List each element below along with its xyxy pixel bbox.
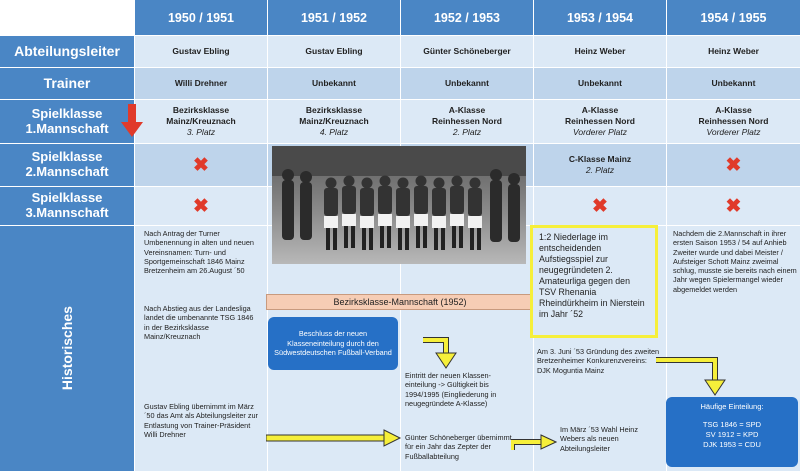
history-1952-schoeneberger: Günter Schöneberger übernimmt für ein Jahr das Zepter der Fußballabteilung [405, 433, 512, 461]
history-1953-weber: Im März ´53 Wahl Heinz Webers als neuen Abteilungsleiter [560, 425, 638, 453]
trainer-1954: Unbekannt [667, 68, 800, 99]
trainer-1950: Willi Drehner [135, 68, 267, 99]
spielklasse2-1950 [135, 144, 267, 186]
trainer-1951: Unbekannt [268, 68, 400, 99]
yellow-arrow-icon [511, 434, 557, 454]
history-1950-renaming: Nach Antrag der Turner Umbenennung in alten und neuen Vereinsnamen: Turn- und Sportgemeinschaft 1846 Mainz Bretzenheim am 26.August ´50 [144, 229, 254, 276]
yellow-arrow-icon [422, 336, 462, 370]
abteilungsleiter-1950: Gustav Ebling [135, 36, 267, 67]
abteilungsleiter-1954: Heinz Weber [667, 36, 800, 67]
spielklasse1-1952: A-Klasse Reinhessen Nord 2. Platz [401, 100, 533, 143]
header-1952: 1952 / 1953 [401, 0, 533, 35]
corner-cell [0, 0, 135, 35]
decision-box: Beschluss der neuen Klasseneinteilung durch den Südwestdeutschen Fußball-Verband [268, 317, 398, 370]
red-cross-icon: ✖ [725, 195, 742, 217]
history-1953-djk: Am 3. Juni ´53 Gründung des zweiten Bretzenheimer Konkurenzvereins: DJK Moguntia Mainz [537, 347, 660, 375]
label-spielklasse-2: Spielklasse 2.Mannschaft [0, 144, 134, 186]
photo-caption: Bezirksklasse-Mannschaft (1952) [266, 294, 534, 310]
red-cross-icon: ✖ [193, 154, 209, 176]
abteilungsleiter-1951: Gustav Ebling [268, 36, 400, 67]
spielklasse2-1953: C-Klasse Mainz 2. Platz [534, 144, 666, 186]
promotion-match-box: 1:2 Niederlage im entscheidenden Aufstiegsspiel zur neugegründeten 2. Amateurliga gegen den TSV Rhenania Rheindürkheim in Nierstein im Jahr ´52 [530, 225, 658, 338]
history-1952-new-class: Eintritt der neuen Klassen-einteilung -> Gültigkeit bis 1994/1995 (Eingliederung in neugegründete A-Klasse) [405, 371, 497, 408]
trainer-1953: Unbekannt [534, 68, 666, 99]
spielklasse3-1954 [667, 187, 800, 225]
label-historisches: Historisches [0, 226, 134, 471]
spielklasse2-1954 [667, 144, 800, 186]
label-spielklasse-3: Spielklasse 3.Mannschaft [0, 187, 134, 225]
header-1953: 1953 / 1954 [534, 0, 666, 35]
spielklasse1-1950: Bezirksklasse Mainz/Kreuznach 3. Platz [135, 100, 267, 143]
label-spielklasse-1: Spielklasse 1.Mannschaft [0, 100, 134, 143]
abteilungsleiter-1953: Heinz Weber [534, 36, 666, 67]
spielklasse1-1954: A-Klasse Reinhessen Nord Vorderer Platz [667, 100, 800, 143]
red-cross-icon: ✖ [725, 154, 742, 176]
label-abteilungsleiter: Abteilungsleiter [0, 36, 134, 67]
team-photo [272, 146, 526, 264]
abteilungsleiter-1952: Günter Schöneberger [401, 36, 533, 67]
yellow-arrow-icon [266, 429, 402, 447]
trainer-1952: Unbekannt [401, 68, 533, 99]
red-down-arrow-icon [121, 104, 143, 138]
red-cross-icon: ✖ [193, 195, 209, 217]
red-cross-icon: ✖ [592, 195, 608, 217]
history-1950-relegation: Nach Abstieg aus der Landesliga landet die umbenannte TSG 1846 in der Bezirksklasse Mainz/Kreuznach [144, 304, 254, 341]
header-1950: 1950 / 1951 [135, 0, 267, 35]
spielklasse3-1953 [534, 187, 666, 225]
header-1951: 1951 / 1952 [268, 0, 400, 35]
spielklasse1-1953: A-Klasse Reinhessen Nord Vorderer Platz [534, 100, 666, 143]
header-1954: 1954 / 1955 [667, 0, 800, 35]
history-1950-ebling: Gustav Ebling übernimmt im März ´50 das Amt als Abteilungsleiter zur Entlastung von Trainer-Präsident Willi Drehner [144, 402, 258, 439]
yellow-arrow-icon [655, 355, 735, 397]
spielklasse1-1951: Bezirksklasse Mainz/Kreuznach 4. Platz [268, 100, 400, 143]
spielklasse3-1950 [135, 187, 267, 225]
history-1954-second-team: Nachdem die 2.Mannschaft in ihrer ersten Saison 1953 / 54 auf Anhieb Zweiter wurde und dabei Meister / Aufsteiger Schott Mainz zweimal schlug, musste sie bereits nach einem Jahr wegen Spielermangel wieder abgemeldet werden [673, 229, 797, 294]
party-box: Häufige Einteilung: TSG 1846 = SPD SV 1912 = KPD DJK 1953 = CDU [666, 397, 798, 467]
label-trainer: Trainer [0, 68, 134, 99]
